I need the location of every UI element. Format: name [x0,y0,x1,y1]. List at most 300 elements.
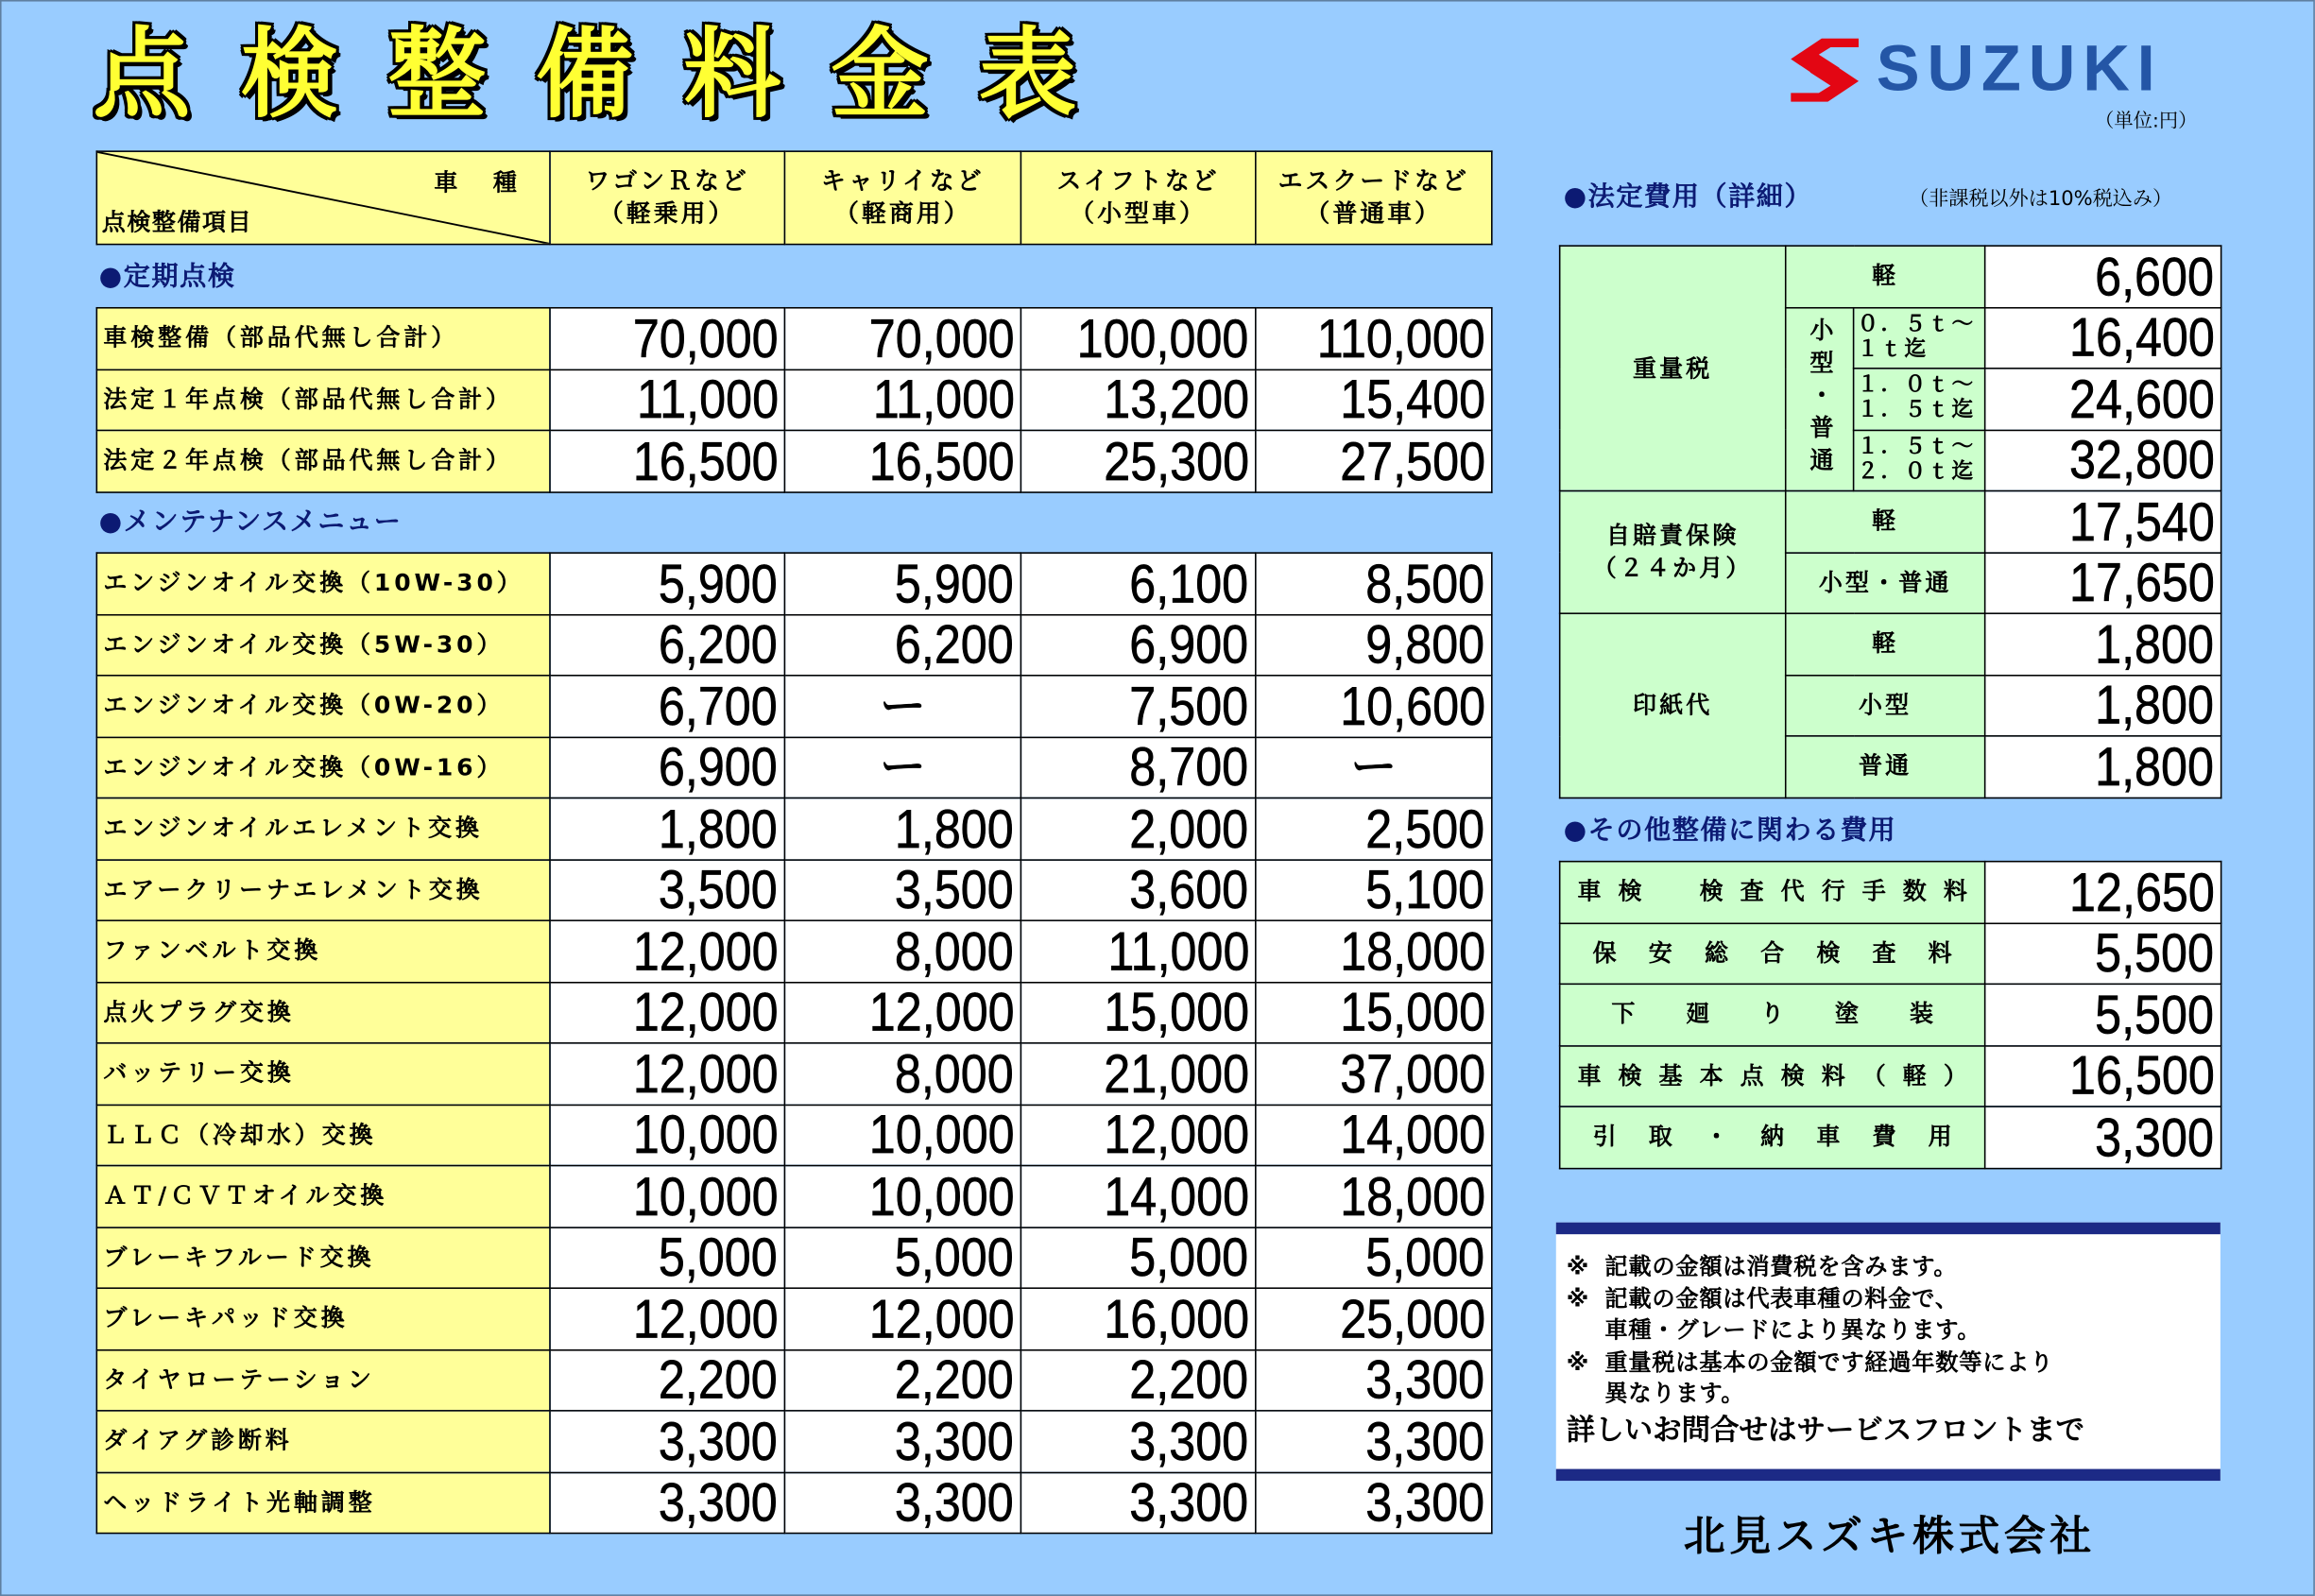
fee-cell [1985,675,2221,736]
price-cell [550,737,784,798]
fee-cell [1985,923,2221,985]
price-cell [784,1105,1020,1166]
service-item-label: ブレーキパッド交換 [96,1288,550,1349]
price-value: 8,000 [895,920,1015,982]
section-title-maintenance: ●メンテナンスメニュー [98,506,403,538]
fee-cell [1985,430,2221,491]
price-cell [1256,430,1492,491]
price-cell [550,1349,784,1411]
price-cell [1256,1227,1492,1288]
price-value: 10,000 [632,1165,779,1227]
fee-row [1560,984,2221,1045]
price-cell [550,1288,784,1349]
insurance-label: 自賠責保険 [1605,521,1740,550]
price-row [96,308,1491,369]
price-value: 12,000 [632,920,779,982]
other-fee-label-cell [1560,1107,1985,1168]
note-text [1604,1284,1981,1347]
fee-cell [1985,862,2221,923]
price-row [96,1349,1491,1411]
other-fee-label-cell [1560,923,1985,985]
note-mark: ※ [1566,1253,1590,1280]
weight-tier-from: １．５ｔ～ [1857,435,1976,459]
price-cell [784,1411,1020,1472]
fee-cell [1985,613,2221,675]
price-value: 12,000 [632,1043,779,1105]
other-fee-label-cell [1560,984,1985,1045]
fee-value: 17,650 [2068,552,2215,613]
price-cell [550,1411,784,1472]
brand-wordmark: SUZUKI [1876,32,2163,105]
price-cell [784,369,1020,431]
price-cell [1020,369,1255,431]
other-fee-label: 保 安 総 合 検 査 料 [1592,938,1952,967]
price-cell [1020,308,1255,369]
note-text [1604,1252,1957,1284]
price-value: 1,800 [895,798,1015,859]
weight-tax-label: 重量税 [1560,246,1786,490]
service-item-heading: 点検整備項目 [101,208,253,236]
price-value: 3,300 [895,1411,1015,1472]
price-cell [1020,676,1255,737]
price-value: 5,000 [659,1227,779,1288]
service-item-label: タイヤローテーション [96,1349,550,1411]
price-cell [550,1105,784,1166]
section-title-other-fees: ●その他整備に関わる費用 [1563,815,1897,847]
header-row [96,151,1491,244]
price-value: 5,000 [895,1227,1015,1288]
price-row [96,1043,1491,1105]
price-value: ー [879,737,927,798]
column-vehicle-class: （軽乗用） [598,198,736,228]
vehicle-category-label: 軽 [1786,246,1985,307]
legal-fees-table [1559,245,2222,798]
column-vehicle-class: （軽商用） [834,198,971,228]
price-cell [1256,1349,1492,1411]
fee-cell [1985,984,2221,1045]
price-cell [1020,798,1255,859]
vehicle-category-label: 小型・普通 [1786,552,1985,613]
service-item-label: ＡＴ/ＣＶＴオイル交換 [96,1166,550,1227]
price-value: 11,000 [1106,920,1249,982]
price-cell [550,798,784,859]
note-line: 記載の金額は消費税を含みます。 [1604,1253,1958,1280]
price-value: 10,000 [868,1165,1015,1227]
service-item-label: 点火プラグ交換 [96,982,550,1043]
service-item-label: ファンベルト交換 [96,920,550,982]
service-item-label: 法定２年点検（部品代無し合計） [96,430,550,491]
weight-tier-to: １ｔ迄 [1857,337,1929,362]
weight-tier-to: ２．０ｔ迄 [1857,460,1976,485]
weight-tier-label [1854,369,1985,430]
page-title: 点検整備料金表 [93,17,1127,132]
price-cell [1256,859,1492,920]
price-cell [550,982,784,1043]
price-value: 8,000 [895,1043,1015,1105]
fee-row [1560,613,2221,675]
price-value: 2,200 [1129,1349,1249,1411]
price-cell [1256,676,1492,737]
price-value: 70,000 [868,308,1015,369]
price-value: 12,000 [868,1288,1015,1349]
price-value: 15,400 [1339,369,1485,431]
fee-value: 5,500 [2095,984,2215,1045]
other-fee-label: 車 検 検 査 代 行 手 数 料 [1577,877,1967,906]
note-item [1567,1284,2221,1347]
price-value: 12,000 [1103,1105,1249,1166]
price-cell [1256,1043,1492,1105]
service-item-label: 法定１年点検（部品代無し合計） [96,369,550,431]
price-value: 10,600 [1339,676,1485,737]
price-row [96,369,1491,431]
weight-tier-to: １．５ｔ迄 [1857,399,1976,423]
note-line: 記載の金額は代表車種の料金で、 [1604,1285,1959,1313]
price-value: ー [1349,737,1398,798]
price-value: 14,000 [1103,1165,1249,1227]
fee-row [1560,1045,2221,1107]
vehicle-type-heading: 車 種 [434,168,523,197]
price-value: 3,300 [1129,1472,1249,1534]
fee-row [1560,1107,2221,1168]
price-value: 3,500 [895,859,1015,920]
price-value: 6,900 [1129,614,1249,676]
price-cell [1020,430,1255,491]
price-cell [1020,859,1255,920]
service-item-label: エンジンオイル交換（5W-30） [96,614,550,676]
price-row [96,430,1491,491]
fee-value: 16,500 [2068,1045,2215,1107]
price-cell [550,369,784,431]
compact-standard-group-label: 小型・普通 [1806,317,1835,481]
price-cell [784,614,1020,676]
price-cell [784,737,1020,798]
column-vehicle-name: エスクードなど [1278,166,1469,196]
insurance-label-cell [1560,490,1786,613]
weight-tier-from: ０．５ｔ～ [1857,312,1976,336]
price-cell [1256,798,1492,859]
unit-note: （単位:円） [2095,111,2198,133]
price-value: 37,000 [1339,1043,1485,1105]
other-fee-label: 車 検 基 本 点 検 料 （ 軽 ） [1577,1060,1967,1090]
price-row [96,798,1491,859]
price-cell [784,1472,1020,1534]
price-value: 5,000 [1365,1227,1485,1288]
price-cell [784,1166,1020,1227]
price-cell [1256,1105,1492,1166]
note-line: 異なります。 [1604,1380,1745,1407]
price-value: 11,000 [872,369,1015,431]
fee-value: 1,800 [2095,613,2215,675]
fee-value: 5,500 [2095,922,2215,984]
price-value: 3,300 [1365,1472,1485,1534]
notes-box [1556,1223,2221,1481]
fee-value: 1,800 [2095,736,2215,798]
column-vehicle-class: （普通車） [1305,198,1443,228]
price-value: 3,600 [1129,859,1249,920]
price-value: 6,200 [895,614,1015,676]
fee-cell [1985,490,2221,552]
price-row [96,737,1491,798]
tax-note: （非課税以外は10%税込み） [1909,187,2173,212]
price-value: 25,300 [1103,430,1249,491]
price-value: 2,200 [895,1349,1015,1411]
price-value: 8,700 [1129,737,1249,798]
price-value: 10,000 [632,1105,779,1166]
fee-cell [1985,736,2221,798]
other-fee-label: 引 取 ・ 納 車 費 用 [1592,1122,1952,1151]
fee-cell [1985,1107,2221,1168]
compact-standard-group-cell [1786,307,1854,491]
service-item-label: エンジンオイルエレメント交換 [96,798,550,859]
price-cell [1020,1105,1255,1166]
price-cell [1020,1472,1255,1534]
price-cell [550,1227,784,1288]
service-item-label: バッテリー交換 [96,1043,550,1105]
note-line: 重量税は基本の金額です経過年数等により [1604,1348,2054,1376]
price-cell [1020,982,1255,1043]
price-value: 12,000 [632,982,779,1043]
price-value: 100,000 [1076,308,1249,369]
price-row [96,859,1491,920]
price-cell [784,676,1020,737]
price-value: 16,000 [1103,1288,1249,1349]
price-row [96,553,1491,614]
column-vehicle-class: （小型車） [1070,198,1207,228]
stamp-fee-label: 印紙代 [1560,613,1786,798]
service-item-label: エンジンオイル交換（0W-16） [96,737,550,798]
price-value: 3,500 [659,859,779,920]
price-value: 110,000 [1316,308,1485,369]
price-value: 25,000 [1339,1288,1485,1349]
price-cell [784,430,1020,491]
note-item [1567,1347,2221,1411]
price-value: 3,300 [659,1411,779,1472]
price-cell [1256,1411,1492,1472]
other-fees-table [1559,861,2222,1169]
price-cell [1020,1166,1255,1227]
price-value: 13,200 [1103,369,1249,431]
price-value: 3,300 [895,1472,1015,1534]
fee-value: 6,600 [2095,246,2215,307]
price-cell [1256,737,1492,798]
price-value: 18,000 [1339,1165,1485,1227]
price-value: 8,500 [1365,553,1485,614]
price-cell [1020,1349,1255,1411]
column-vehicle-name: ワゴンＲなど [585,166,749,196]
price-row [96,1472,1491,1534]
fee-value: 17,540 [2068,490,2215,552]
note-text [1604,1347,2053,1411]
vehicle-category-label: 軽 [1786,613,1985,675]
weight-tier-from: １．０ｔ～ [1857,373,1976,398]
price-cell [784,982,1020,1043]
price-value: 70,000 [632,308,779,369]
price-value: 18,000 [1339,920,1485,982]
price-cell [784,859,1020,920]
price-value: 5,000 [1129,1227,1249,1288]
other-fee-label-cell [1560,1045,1985,1107]
price-cell [784,553,1020,614]
price-cell [784,308,1020,369]
fee-cell [1985,307,2221,369]
price-cell [550,1043,784,1105]
suzuki-s-emblem-icon [1791,39,1859,102]
price-cell [1256,369,1492,431]
column-vehicle-name: スイフトなど [1056,166,1220,196]
service-item-label: ＬＬＣ（冷却水）交換 [96,1105,550,1166]
price-row [96,1227,1491,1288]
price-table-header [96,150,1493,245]
price-value: 21,000 [1103,1043,1249,1105]
price-value: 9,800 [1365,614,1485,676]
price-row [96,676,1491,737]
price-cell [550,1472,784,1534]
fee-cell [1985,369,2221,430]
fee-value: 1,800 [2095,675,2215,736]
vehicle-category-label: 普通 [1786,736,1985,798]
price-cell [1020,920,1255,982]
section-title-legal-fees: ●法定費用（詳細） [1563,181,1813,213]
price-cell [1256,920,1492,982]
price-value: 5,100 [1365,859,1485,920]
fee-cell [1985,246,2221,307]
fee-value: 12,650 [2068,862,2215,923]
price-row [96,1105,1491,1166]
maintenance-menu-table [96,552,1493,1534]
column-vehicle-name: キャリイなど [821,166,985,196]
price-cell [1020,1227,1255,1288]
price-row [96,982,1491,1043]
fee-row [1560,246,2221,307]
note-mark: ※ [1566,1285,1590,1313]
price-value: 6,700 [659,676,779,737]
price-value: 2,500 [1365,798,1485,859]
price-cell [550,1166,784,1227]
price-value: 10,000 [868,1105,1015,1166]
price-value: 15,000 [1339,982,1485,1043]
service-item-label: 車検整備（部品代無し合計） [96,308,550,369]
fee-value: 3,300 [2095,1107,2215,1168]
price-value: 3,300 [1129,1411,1249,1472]
price-row [96,1411,1491,1472]
price-row [96,920,1491,982]
fee-row [1560,490,2221,552]
column-header-carry [784,151,1020,244]
service-item-label: エンジンオイル交換（0W-20） [96,676,550,737]
price-cell [784,1043,1020,1105]
price-cell [784,1349,1020,1411]
section-title-periodic: ●定期点検 [98,261,236,293]
price-cell [784,798,1020,859]
price-value: 6,100 [1129,553,1249,614]
price-value: 12,000 [868,982,1015,1043]
price-row [96,1288,1491,1349]
price-cell [1020,1043,1255,1105]
price-value: 15,000 [1103,982,1249,1043]
price-value: 7,500 [1129,676,1249,737]
price-cell [784,1227,1020,1288]
price-value: 11,000 [636,369,779,431]
price-cell [1020,737,1255,798]
price-value: 6,200 [659,614,779,676]
price-value: ー [879,676,927,737]
price-cell [1020,553,1255,614]
other-fee-label-cell [1560,862,1985,923]
price-cell [1020,1288,1255,1349]
weight-tier-label [1854,307,1985,369]
price-row [96,1166,1491,1227]
note-mark: ※ [1566,1348,1590,1376]
price-cell [550,553,784,614]
vehicle-category-label: 小型 [1786,675,1985,736]
contact-line: 詳しいお問合せはサービスフロントまで [1566,1412,2085,1447]
fee-value: 16,400 [2068,307,2215,369]
price-value: 16,500 [632,430,779,491]
service-item-label: ブレーキフルード交換 [96,1227,550,1288]
price-cell [1256,1472,1492,1534]
vehicle-category-label: 軽 [1786,490,1985,552]
price-value: 27,500 [1339,430,1485,491]
price-cell [550,614,784,676]
periodic-inspection-table [96,307,1493,492]
price-cell [550,859,784,920]
fee-value: 32,800 [2068,430,2215,491]
price-cell [550,676,784,737]
price-cell [1256,308,1492,369]
company-name: 北見スズキ株式会社 [1683,1511,2096,1561]
fee-value: 24,600 [2068,369,2215,430]
price-cell [550,308,784,369]
price-cell [1256,1288,1492,1349]
insurance-period: （２４か月） [1592,553,1753,582]
price-value: 5,900 [659,553,779,614]
fee-row [1560,862,2221,923]
service-item-label: ヘッドライト光軸調整 [96,1472,550,1534]
price-value: 12,000 [632,1288,779,1349]
price-row [96,614,1491,676]
column-header-swift [1020,151,1255,244]
column-header-wagonr [550,151,784,244]
service-item-label: エンジンオイル交換（10W-30） [96,553,550,614]
price-cell [784,920,1020,982]
price-cell [784,1288,1020,1349]
price-value: 3,300 [659,1472,779,1534]
price-value: 14,000 [1339,1105,1485,1166]
price-value: 1,800 [659,798,779,859]
note-item [1567,1252,2221,1284]
price-cell [1256,1166,1492,1227]
price-cell [1256,553,1492,614]
price-cell [1020,614,1255,676]
service-item-label: エアークリーナエレメント交換 [96,859,550,920]
price-cell [1256,614,1492,676]
price-cell [550,920,784,982]
fee-row [1560,923,2221,985]
header-corner-cell [96,151,550,244]
price-cell [550,430,784,491]
service-item-label: ダイアグ診断料 [96,1411,550,1472]
price-value: 16,500 [868,430,1015,491]
price-value: 6,900 [659,737,779,798]
other-fee-label: 下 廻 り 塗 装 [1611,1000,1933,1028]
price-value: 2,200 [659,1349,779,1411]
note-line: 車種・グレードにより異なります。 [1604,1316,1981,1344]
price-value: 5,900 [895,553,1015,614]
price-value: 3,300 [1365,1411,1485,1472]
fee-cell [1985,1045,2221,1107]
price-value: 3,300 [1365,1349,1485,1411]
price-cell [1020,1411,1255,1472]
